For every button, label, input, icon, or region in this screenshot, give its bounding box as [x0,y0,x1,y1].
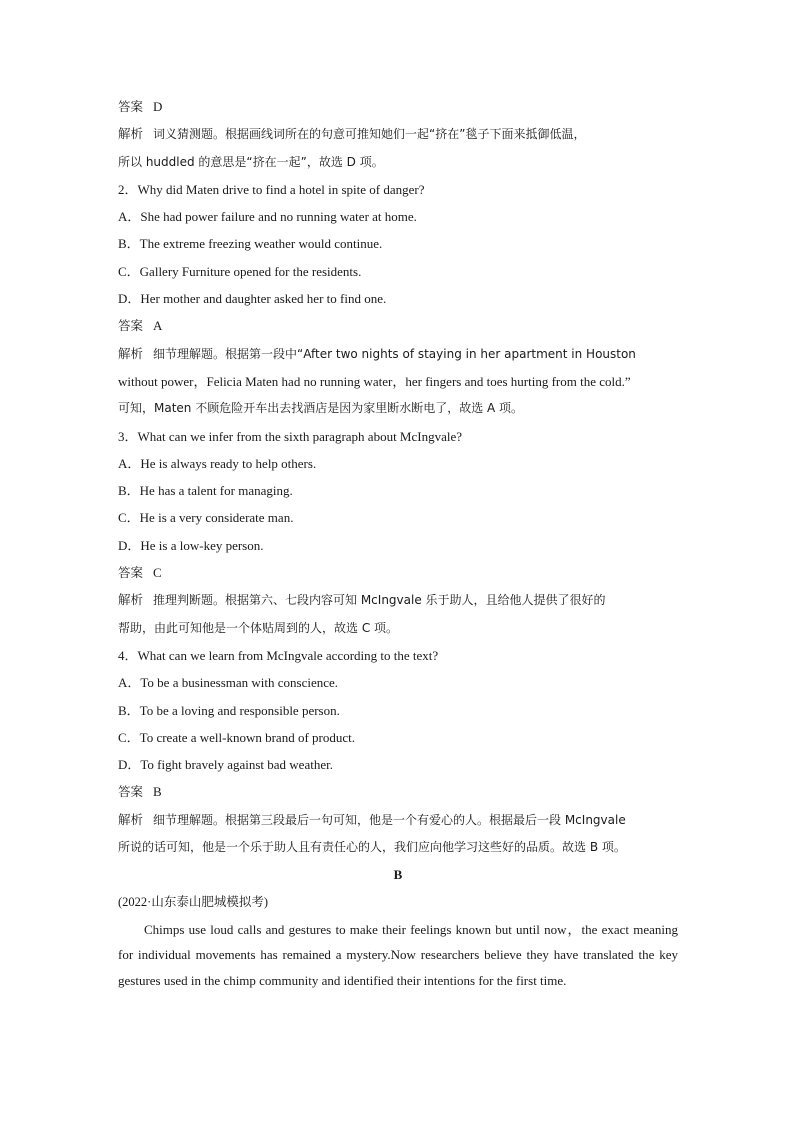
q4-answer [118,778,678,805]
analysis-text: 词义猜测题。根据画线词所在的句意可推知她们一起“挤在”毯子下面来抵御低温， [153,127,586,142]
analysis-text: 推理判断题。根据第六、七段内容可知 McIngvale 乐于助人，且给他人提供了很好的 [153,593,606,608]
q4-option-d: D．To fight bravely against bad weather. [118,757,333,773]
section-heading: B [393,867,403,883]
analysis-text: 细节理解题。根据第一段中“After two nights of staying in her apartment in Houston [153,346,636,361]
q4-analysis-line-2: 所说的话可知，他是一个乐于助人且有责任心的人，我们应向他学习这些好的品质。故选 B 项。 [118,840,626,855]
passage-source: (2022·山东泰山肥城模拟考) [118,894,268,909]
q2-analysis-line-1 [118,340,678,368]
q2-question: 2．Why did Maten drive to find a hotel in spite of danger? [118,181,425,197]
q3-question: 3．What can we infer from the sixth paragraph about McIngvale? [118,428,463,444]
analysis-label: 解析 [118,592,144,608]
q3-option-a: A．He is always ready to help others. [118,455,317,471]
q3-analysis-line-2: 帮助，由此可知他是一个体贴周到的人，故选 C 项。 [118,620,399,635]
q4-option-a: A．To be a businessman with conscience. [118,675,339,691]
q4-option-b: B．To be a loving and responsible person. [118,702,340,718]
q1-analysis-line-2: 所以 huddled 的意思是“挤在一起”，故选 D 项。 [118,154,384,169]
q2-analysis-line-2: without power，Felicia Maten had no running water，her fingers and toes hurting from the cold.” [118,373,631,389]
q2-option-b: B．The extreme freezing weather would continue. [118,236,383,252]
analysis-label: 解析 [118,126,144,142]
answer-value: A [153,318,163,334]
q4-question: 4．What can we learn from McIngvale according to the text? [118,647,439,663]
answer-value: C [153,565,162,581]
passage-paragraph: Chimps use loud calls and gestures to make their feelings known but until now，the exact meaning for individual movements has remained a mystery.Now researchers believe they have translated the key gestures used in the chimp community and identified their intentions for the first time. [118,921,678,988]
page-content [118,93,678,993]
q3-option-c: C．He is a very considerate man. [118,510,294,526]
q2-option-d: D．Her mother and daughter asked her to find one. [118,291,387,307]
answer-label: 答案 [118,99,144,114]
q3-answer [118,559,678,586]
q3-option-d: D．He is a low-key person. [118,537,264,553]
analysis-label: 解析 [118,811,144,827]
answer-label: 答案 [118,784,144,800]
answer-label: 答案 [118,318,144,334]
q3-option-b: B．He has a talent for managing. [118,483,293,499]
answer-value: B [153,784,162,800]
analysis-text: 细节理解题。根据第三段最后一句可知，他是一个有爱心的人。根据最后一段 McIngvale [153,812,626,827]
q1-analysis-line-1 [118,120,678,148]
q2-option-c: C．Gallery Furniture opened for the residents. [118,263,362,279]
q2-analysis-line-3: 可知，Maten 不顾危险开车出去找酒店是因为家里断水断电了，故选 A 项。 [118,401,524,416]
answer-value: D [153,99,163,114]
q2-answer [118,312,678,339]
analysis-label: 解析 [118,345,144,361]
q2-option-a: A．She had power failure and no running water at home. [118,209,417,225]
q4-option-c: C．To create a well-known brand of product. [118,729,355,745]
q4-analysis-line-1 [118,806,678,834]
answer-label: 答案 [118,565,144,581]
q1-answer [118,93,678,120]
q3-analysis-line-1 [118,586,678,614]
